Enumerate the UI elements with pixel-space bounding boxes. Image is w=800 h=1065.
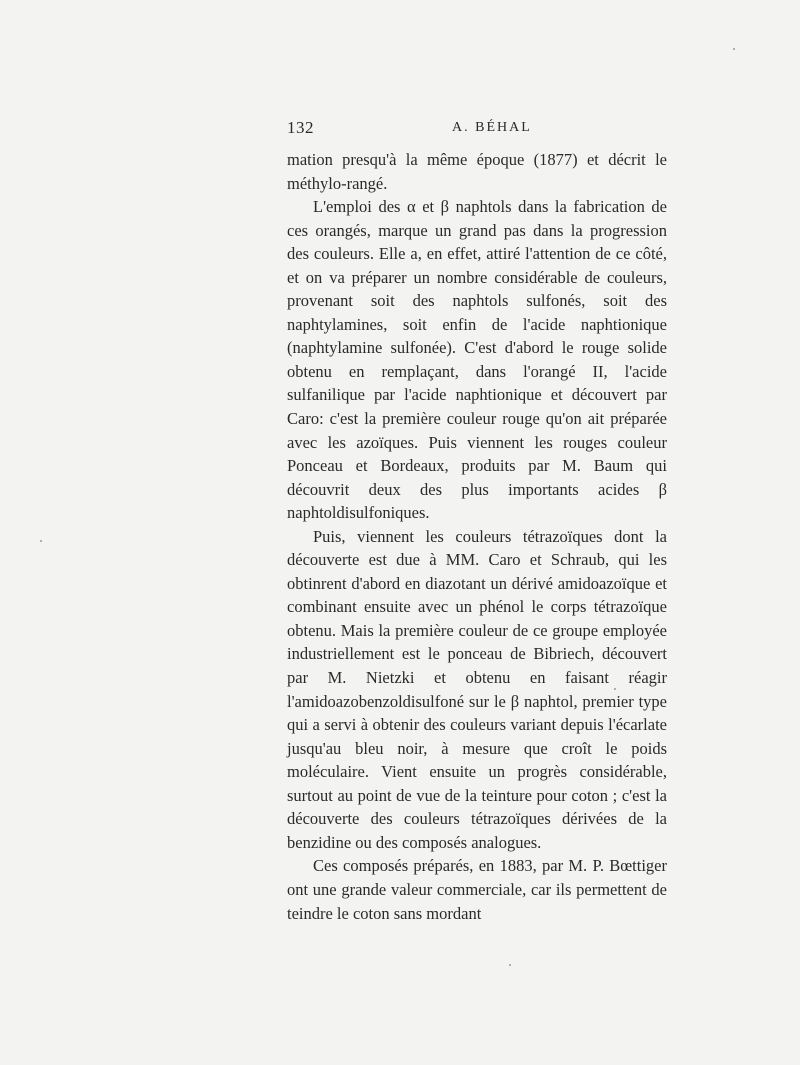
body-text xyxy=(287,148,667,925)
paragraph-4: Ces composés préparés, en 1883, par M. P. Bœttiger ont une grande valeur commerciale, car ils permettent de teindre le coton sans mordant xyxy=(287,856,667,923)
running-head: A. BÉHAL xyxy=(452,120,532,135)
dust-speck xyxy=(509,964,511,966)
page-number: 132 xyxy=(287,118,314,137)
dust-speck xyxy=(40,540,42,542)
page-header xyxy=(287,118,667,140)
dust-speck xyxy=(614,688,616,690)
paragraph-1: mation presqu'à la même époque (1877) et décrit le méthylo-rangé. xyxy=(287,150,667,193)
dust-speck xyxy=(733,48,735,50)
paragraph-2: L'emploi des α et β naphtols dans la fabrication de ces orangés, marque un grand pas dans la progression des couleurs. Elle a, en effet, attiré l'attention de ce côté, et on va préparer un nombre considérable de couleurs, provenant soit des naphtols sulfonés, soit des naphtylamines, soit enfin de l'acide naphtionique (naphtylamine sulfonée). C'est d'abord le rouge solide obtenu en remplaçant, dans l'orangé II, l'acide sulfanilique par l'acide naphtionique et découvert par Caro: c'est la première couleur rouge qu'on ait préparée avec les azoïques. Puis viennent les rouges couleur Ponceau et Bordeaux, produits par M. Baum qui découvrit deux des plus importants acides β naphtoldisulfoniques. xyxy=(287,197,667,523)
paragraph-3: Puis, viennent les couleurs tétrazoïques dont la découverte est due à MM. Caro et Schraub, qui les obtinrent d'abord en diazotant un dérivé amidoazoïque et combinant ensuite avec un phénol le corps tétrazoïque obtenu. Mais la première couleur de ce groupe employée industriellement est le ponceau de Bibriech, découvert par M. Nietzki et obtenu en faisant réagir l'amidoazobenzoldisulfoné sur le β naphtol, premier type qui a servi à obtenir des couleurs variant depuis l'écarlate jusqu'au bleu noir, à mesure que croît le poids moléculaire. Vient ensuite un progrès considérable, surtout au point de vue de la teinture pour coton ; c'est la découverte des couleurs tétrazoïques dérivées de la benzidine ou des composés analogues. xyxy=(287,526,667,852)
